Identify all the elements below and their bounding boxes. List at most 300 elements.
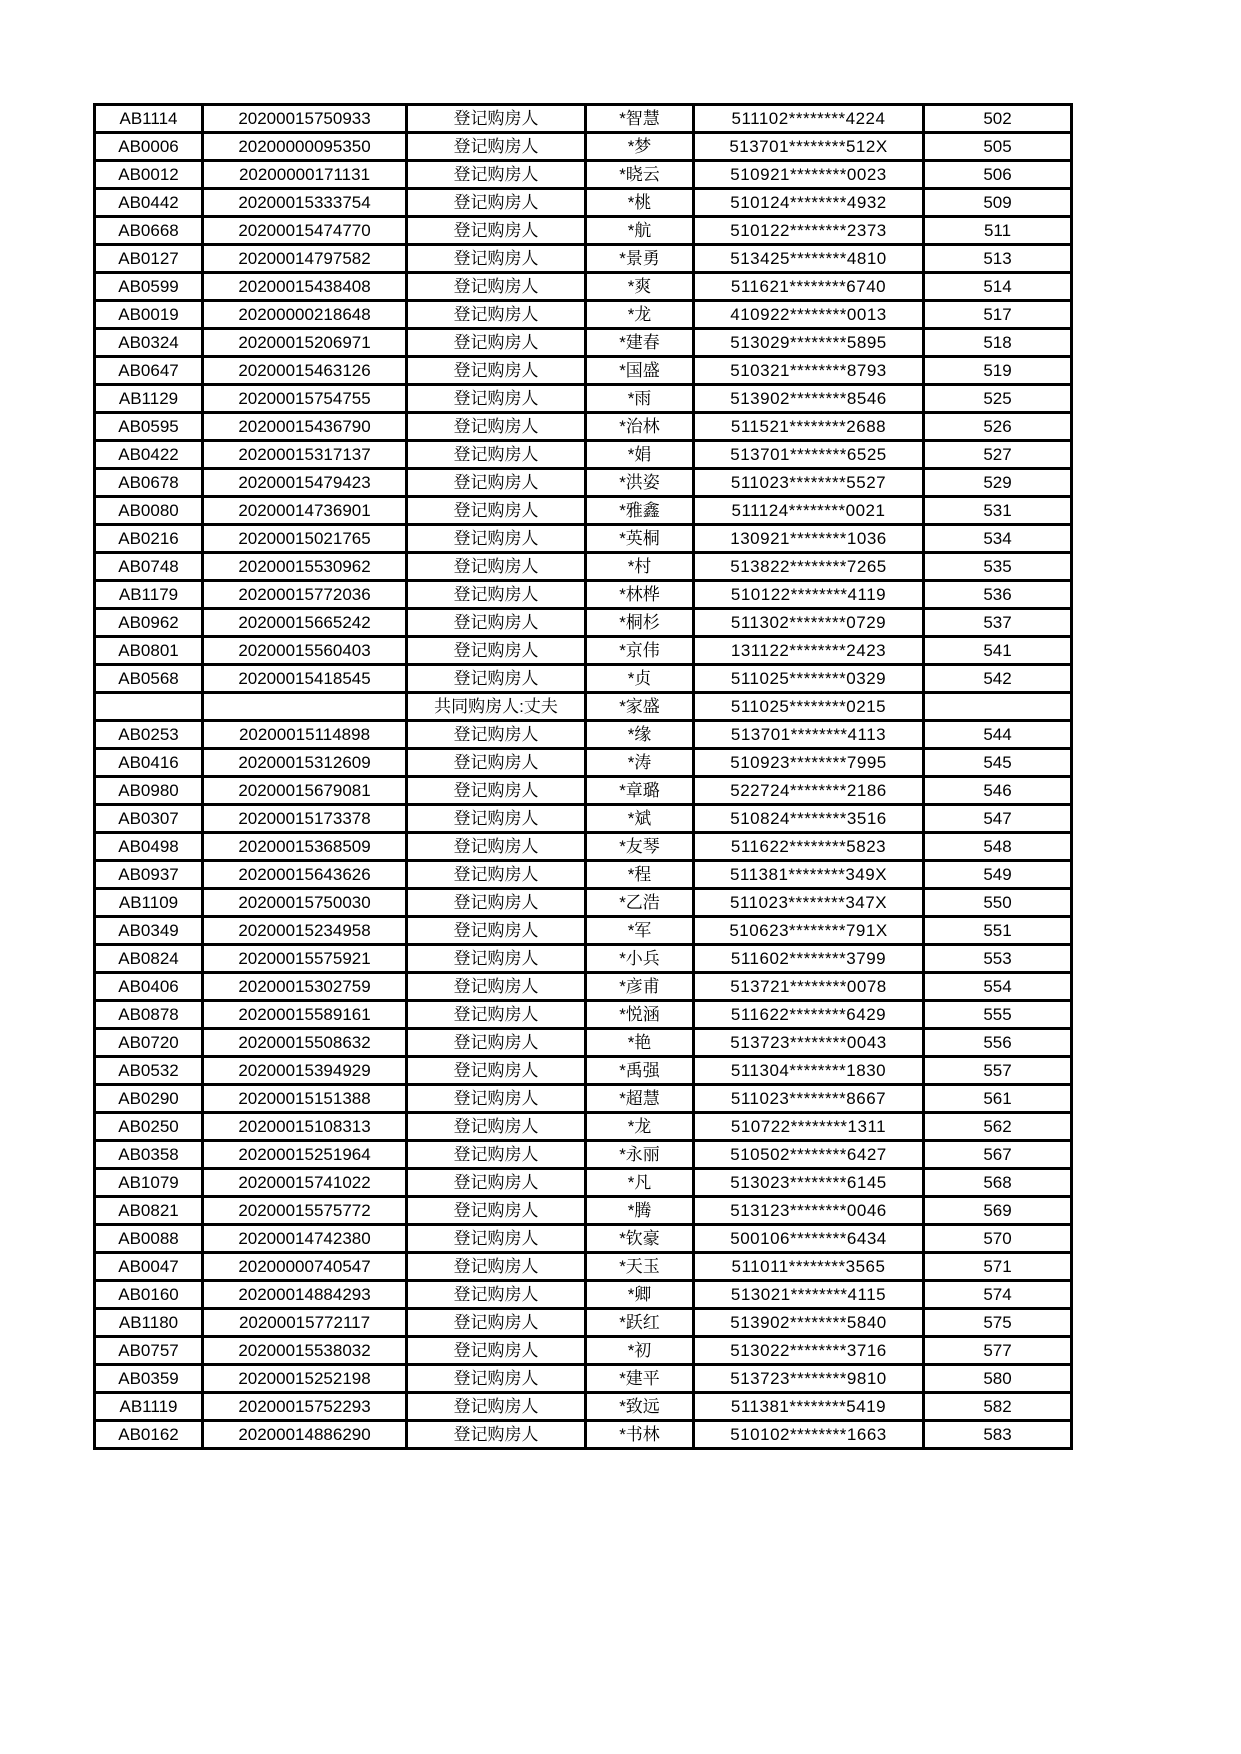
id-number-cell: 513723********9810: [694, 1365, 924, 1393]
code-cell: AB0250: [95, 1113, 203, 1141]
application-number-cell: 20200015752293: [203, 1393, 407, 1421]
buyer-type-cell: 登记购房人: [407, 329, 586, 357]
id-number-cell: 513029********5895: [694, 329, 924, 357]
code-cell: AB0678: [95, 469, 203, 497]
name-cell: *缘: [586, 721, 694, 749]
sequence-number-cell: 542: [924, 665, 1072, 693]
application-number-cell: 20200015463126: [203, 357, 407, 385]
code-cell: AB0532: [95, 1057, 203, 1085]
table-row: [95, 1421, 1072, 1449]
table-row: [95, 749, 1072, 777]
buyer-type-cell: 登记购房人: [407, 833, 586, 861]
table-row: [95, 357, 1072, 385]
sequence-number-cell: 556: [924, 1029, 1072, 1057]
id-number-cell: 511023********8667: [694, 1085, 924, 1113]
table-row: [95, 245, 1072, 273]
id-number-cell: 513902********5840: [694, 1309, 924, 1337]
application-number-cell: 20200000171131: [203, 161, 407, 189]
buyer-type-cell: 登记购房人: [407, 1253, 586, 1281]
name-cell: *艳: [586, 1029, 694, 1057]
id-number-cell: 513425********4810: [694, 245, 924, 273]
table-row: [95, 1169, 1072, 1197]
name-cell: *治林: [586, 413, 694, 441]
name-cell: *家盛: [586, 693, 694, 721]
buyer-type-cell: 登记购房人: [407, 973, 586, 1001]
id-number-cell: 511023********5527: [694, 469, 924, 497]
code-cell: AB0253: [95, 721, 203, 749]
code-cell: AB1180: [95, 1309, 203, 1337]
table-row: [95, 1001, 1072, 1029]
table-row: [95, 217, 1072, 245]
id-number-cell: 510502********6427: [694, 1141, 924, 1169]
code-cell: AB1079: [95, 1169, 203, 1197]
application-number-cell: 20200015479423: [203, 469, 407, 497]
table-row: [95, 133, 1072, 161]
code-cell: AB0416: [95, 749, 203, 777]
code-cell: AB0006: [95, 133, 203, 161]
buyer-type-cell: 登记购房人: [407, 945, 586, 973]
application-number-cell: 20200015394929: [203, 1057, 407, 1085]
name-cell: *晓云: [586, 161, 694, 189]
table-row: [95, 917, 1072, 945]
sequence-number-cell: 511: [924, 217, 1072, 245]
name-cell: *京伟: [586, 637, 694, 665]
name-cell: *英桐: [586, 525, 694, 553]
sequence-number-cell: 550: [924, 889, 1072, 917]
sequence-number-cell: 535: [924, 553, 1072, 581]
name-cell: *钦豪: [586, 1225, 694, 1253]
code-cell: [95, 693, 203, 721]
id-number-cell: 511381********349X: [694, 861, 924, 889]
application-number-cell: 20200015302759: [203, 973, 407, 1001]
buyer-type-cell: 登记购房人: [407, 777, 586, 805]
buyer-type-cell: 登记购房人: [407, 805, 586, 833]
buyer-type-cell: 登记购房人: [407, 1197, 586, 1225]
application-number-cell: 20200015418545: [203, 665, 407, 693]
buyer-type-cell: 登记购房人: [407, 497, 586, 525]
sequence-number-cell: 583: [924, 1421, 1072, 1449]
id-number-cell: 513723********0043: [694, 1029, 924, 1057]
table-row: [95, 1225, 1072, 1253]
buyer-type-cell: 登记购房人: [407, 385, 586, 413]
name-cell: *天玉: [586, 1253, 694, 1281]
buyer-type-cell: 登记购房人: [407, 553, 586, 581]
application-number-cell: 20200000218648: [203, 301, 407, 329]
application-number-cell: 20200015436790: [203, 413, 407, 441]
buyer-type-cell: 登记购房人: [407, 1421, 586, 1449]
table-row: [95, 1337, 1072, 1365]
name-cell: *凡: [586, 1169, 694, 1197]
buyer-type-cell: 登记购房人: [407, 273, 586, 301]
application-number-cell: 20200015575921: [203, 945, 407, 973]
sequence-number-cell: 548: [924, 833, 1072, 861]
name-cell: *初: [586, 1337, 694, 1365]
table-row: [95, 329, 1072, 357]
code-cell: AB1179: [95, 581, 203, 609]
sequence-number-cell: 582: [924, 1393, 1072, 1421]
code-cell: AB0359: [95, 1365, 203, 1393]
table-row: [95, 497, 1072, 525]
application-number-cell: 20200014736901: [203, 497, 407, 525]
code-cell: AB0216: [95, 525, 203, 553]
name-cell: *斌: [586, 805, 694, 833]
id-number-cell: 511102********4224: [694, 105, 924, 133]
application-number-cell: 20200015474770: [203, 217, 407, 245]
buyer-type-cell: 登记购房人: [407, 1225, 586, 1253]
sequence-number-cell: 568: [924, 1169, 1072, 1197]
table-row: [95, 973, 1072, 1001]
buyer-type-cell: 登记购房人: [407, 301, 586, 329]
code-cell: AB0160: [95, 1281, 203, 1309]
code-cell: AB0937: [95, 861, 203, 889]
buyer-type-cell: 登记购房人: [407, 581, 586, 609]
name-cell: *禹强: [586, 1057, 694, 1085]
sequence-number-cell: 519: [924, 357, 1072, 385]
code-cell: AB0647: [95, 357, 203, 385]
id-number-cell: 510122********4119: [694, 581, 924, 609]
buyer-type-cell: 登记购房人: [407, 1085, 586, 1113]
name-cell: *龙: [586, 301, 694, 329]
application-number-cell: 20200015251964: [203, 1141, 407, 1169]
buyer-type-cell: 登记购房人: [407, 357, 586, 385]
name-cell: *程: [586, 861, 694, 889]
sequence-number-cell: 571: [924, 1253, 1072, 1281]
name-cell: *涛: [586, 749, 694, 777]
application-number-cell: 20200015438408: [203, 273, 407, 301]
application-number-cell: 20200015508632: [203, 1029, 407, 1057]
name-cell: *桃: [586, 189, 694, 217]
id-number-cell: 500106********6434: [694, 1225, 924, 1253]
id-number-cell: 513701********6525: [694, 441, 924, 469]
id-number-cell: 511521********2688: [694, 413, 924, 441]
table-row: [95, 1253, 1072, 1281]
name-cell: *建平: [586, 1365, 694, 1393]
table-row: [95, 189, 1072, 217]
id-number-cell: 511381********5419: [694, 1393, 924, 1421]
sequence-number-cell: 506: [924, 161, 1072, 189]
buyer-type-cell: 登记购房人: [407, 1057, 586, 1085]
table-row: [95, 161, 1072, 189]
sequence-number-cell: 575: [924, 1309, 1072, 1337]
sequence-number-cell: 551: [924, 917, 1072, 945]
application-number-cell: 20200015108313: [203, 1113, 407, 1141]
name-cell: *卿: [586, 1281, 694, 1309]
table-row: [95, 1057, 1072, 1085]
id-number-cell: 510623********791X: [694, 917, 924, 945]
sequence-number-cell: 526: [924, 413, 1072, 441]
id-number-cell: 511011********3565: [694, 1253, 924, 1281]
sequence-number-cell: 541: [924, 637, 1072, 665]
id-number-cell: 511124********0021: [694, 497, 924, 525]
code-cell: AB0498: [95, 833, 203, 861]
application-number-cell: 20200015234958: [203, 917, 407, 945]
code-cell: AB1114: [95, 105, 203, 133]
id-number-cell: 510321********8793: [694, 357, 924, 385]
id-number-cell: 513701********512X: [694, 133, 924, 161]
buyer-type-cell: 登记购房人: [407, 1169, 586, 1197]
application-number-cell: 20200015530962: [203, 553, 407, 581]
buyer-type-cell: 共同购房人:丈夫: [407, 693, 586, 721]
buyer-type-cell: 登记购房人: [407, 413, 586, 441]
id-number-cell: 513701********4113: [694, 721, 924, 749]
buyer-type-cell: 登记购房人: [407, 161, 586, 189]
name-cell: *致远: [586, 1393, 694, 1421]
id-number-cell: 513902********8546: [694, 385, 924, 413]
table-row: [95, 1365, 1072, 1393]
sequence-number-cell: 517: [924, 301, 1072, 329]
sequence-number-cell: 549: [924, 861, 1072, 889]
name-cell: *智慧: [586, 105, 694, 133]
name-cell: *村: [586, 553, 694, 581]
sequence-number-cell: 502: [924, 105, 1072, 133]
name-cell: *景勇: [586, 245, 694, 273]
name-cell: *书林: [586, 1421, 694, 1449]
id-number-cell: 513023********6145: [694, 1169, 924, 1197]
buyer-type-cell: 登记购房人: [407, 665, 586, 693]
sequence-number-cell: 547: [924, 805, 1072, 833]
buyer-type-cell: 登记购房人: [407, 861, 586, 889]
table-row: [95, 945, 1072, 973]
name-cell: *腾: [586, 1197, 694, 1225]
id-number-cell: 130921********1036: [694, 525, 924, 553]
sequence-number-cell: 574: [924, 1281, 1072, 1309]
code-cell: AB0878: [95, 1001, 203, 1029]
id-number-cell: 513022********3716: [694, 1337, 924, 1365]
id-number-cell: 511023********347X: [694, 889, 924, 917]
sequence-number-cell: [924, 693, 1072, 721]
sequence-number-cell: 544: [924, 721, 1072, 749]
table-row: [95, 693, 1072, 721]
table-row: [95, 273, 1072, 301]
id-number-cell: 510923********7995: [694, 749, 924, 777]
id-number-cell: 510921********0023: [694, 161, 924, 189]
sequence-number-cell: 534: [924, 525, 1072, 553]
buyer-type-cell: 登记购房人: [407, 1393, 586, 1421]
code-cell: AB0307: [95, 805, 203, 833]
sequence-number-cell: 554: [924, 973, 1072, 1001]
code-cell: AB0349: [95, 917, 203, 945]
name-cell: *雨: [586, 385, 694, 413]
table-row: [95, 1281, 1072, 1309]
buyer-type-cell: 登记购房人: [407, 525, 586, 553]
buyer-type-cell: 登记购房人: [407, 1337, 586, 1365]
table-row: [95, 441, 1072, 469]
id-number-cell: 522724********2186: [694, 777, 924, 805]
name-cell: *桐杉: [586, 609, 694, 637]
code-cell: AB0127: [95, 245, 203, 273]
name-cell: *洪姿: [586, 469, 694, 497]
buyer-type-cell: 登记购房人: [407, 217, 586, 245]
code-cell: AB0668: [95, 217, 203, 245]
application-number-cell: 20200015560403: [203, 637, 407, 665]
code-cell: AB0801: [95, 637, 203, 665]
code-cell: AB0324: [95, 329, 203, 357]
sequence-number-cell: 570: [924, 1225, 1072, 1253]
application-number-cell: [203, 693, 407, 721]
code-cell: AB0012: [95, 161, 203, 189]
code-cell: AB0595: [95, 413, 203, 441]
id-number-cell: 510824********3516: [694, 805, 924, 833]
name-cell: *龙: [586, 1113, 694, 1141]
buyer-type-cell: 登记购房人: [407, 1281, 586, 1309]
buyer-type-cell: 登记购房人: [407, 609, 586, 637]
code-cell: AB0442: [95, 189, 203, 217]
application-number-cell: 20200015114898: [203, 721, 407, 749]
application-number-cell: 20200015772117: [203, 1309, 407, 1337]
code-cell: AB0088: [95, 1225, 203, 1253]
sequence-number-cell: 518: [924, 329, 1072, 357]
table-row: [95, 889, 1072, 917]
buyer-type-cell: 登记购房人: [407, 469, 586, 497]
application-number-cell: 20200015206971: [203, 329, 407, 357]
table-row: [95, 1141, 1072, 1169]
code-cell: AB0757: [95, 1337, 203, 1365]
name-cell: *雅鑫: [586, 497, 694, 525]
id-number-cell: 510722********1311: [694, 1113, 924, 1141]
sequence-number-cell: 536: [924, 581, 1072, 609]
buyer-type-cell: 登记购房人: [407, 245, 586, 273]
id-number-cell: 131122********2423: [694, 637, 924, 665]
code-cell: AB0019: [95, 301, 203, 329]
sequence-number-cell: 527: [924, 441, 1072, 469]
code-cell: AB0047: [95, 1253, 203, 1281]
application-number-cell: 20200015665242: [203, 609, 407, 637]
code-cell: AB0599: [95, 273, 203, 301]
application-number-cell: 20200015589161: [203, 1001, 407, 1029]
code-cell: AB0748: [95, 553, 203, 581]
application-number-cell: 20200015643626: [203, 861, 407, 889]
name-cell: *超慧: [586, 1085, 694, 1113]
buyer-type-cell: 登记购房人: [407, 637, 586, 665]
application-number-cell: 20200015333754: [203, 189, 407, 217]
name-cell: *友琴: [586, 833, 694, 861]
table-row: [95, 1197, 1072, 1225]
sequence-number-cell: 514: [924, 273, 1072, 301]
name-cell: *林桦: [586, 581, 694, 609]
table-row: [95, 301, 1072, 329]
application-number-cell: 20200014742380: [203, 1225, 407, 1253]
table-row: [95, 469, 1072, 497]
table-row: [95, 805, 1072, 833]
id-number-cell: 511025********0215: [694, 693, 924, 721]
buyer-type-cell: 登记购房人: [407, 721, 586, 749]
buyer-type-cell: 登记购房人: [407, 189, 586, 217]
sequence-number-cell: 545: [924, 749, 1072, 777]
name-cell: *建春: [586, 329, 694, 357]
code-cell: AB0422: [95, 441, 203, 469]
code-cell: AB0358: [95, 1141, 203, 1169]
id-number-cell: 513822********7265: [694, 553, 924, 581]
id-number-cell: 511621********6740: [694, 273, 924, 301]
table-row: [95, 525, 1072, 553]
buyer-type-cell: 登记购房人: [407, 1001, 586, 1029]
application-number-cell: 20200015317137: [203, 441, 407, 469]
table-row: [95, 105, 1072, 133]
sequence-number-cell: 561: [924, 1085, 1072, 1113]
sequence-number-cell: 525: [924, 385, 1072, 413]
name-cell: *国盛: [586, 357, 694, 385]
sequence-number-cell: 567: [924, 1141, 1072, 1169]
name-cell: *梦: [586, 133, 694, 161]
name-cell: *跃红: [586, 1309, 694, 1337]
table-row: [95, 861, 1072, 889]
application-number-cell: 20200015173378: [203, 805, 407, 833]
application-number-cell: 20200015754755: [203, 385, 407, 413]
name-cell: *爽: [586, 273, 694, 301]
buyer-type-cell: 登记购房人: [407, 749, 586, 777]
table-row: [95, 721, 1072, 749]
table-row: [95, 833, 1072, 861]
buyer-type-cell: 登记购房人: [407, 133, 586, 161]
application-number-cell: 20200014884293: [203, 1281, 407, 1309]
id-number-cell: 511302********0729: [694, 609, 924, 637]
code-cell: AB1129: [95, 385, 203, 413]
application-number-cell: 20200015679081: [203, 777, 407, 805]
table-row: [95, 1085, 1072, 1113]
sequence-number-cell: 557: [924, 1057, 1072, 1085]
application-number-cell: 20200014797582: [203, 245, 407, 273]
sequence-number-cell: 577: [924, 1337, 1072, 1365]
table-row: [95, 1393, 1072, 1421]
buyer-type-cell: 登记购房人: [407, 441, 586, 469]
table-row: [95, 1113, 1072, 1141]
id-number-cell: 510102********1663: [694, 1421, 924, 1449]
code-cell: AB0720: [95, 1029, 203, 1057]
name-cell: *彦甫: [586, 973, 694, 1001]
application-number-cell: 20200015750030: [203, 889, 407, 917]
buyer-type-cell: 登记购房人: [407, 1029, 586, 1057]
buyer-type-cell: 登记购房人: [407, 889, 586, 917]
table-row: [95, 553, 1072, 581]
name-cell: *悦涵: [586, 1001, 694, 1029]
name-cell: *永丽: [586, 1141, 694, 1169]
application-number-cell: 20200014886290: [203, 1421, 407, 1449]
sequence-number-cell: 569: [924, 1197, 1072, 1225]
code-cell: AB0162: [95, 1421, 203, 1449]
sequence-number-cell: 509: [924, 189, 1072, 217]
code-cell: AB0568: [95, 665, 203, 693]
application-number-cell: 20200015575772: [203, 1197, 407, 1225]
sequence-number-cell: 580: [924, 1365, 1072, 1393]
code-cell: AB0980: [95, 777, 203, 805]
code-cell: AB0824: [95, 945, 203, 973]
code-cell: AB0290: [95, 1085, 203, 1113]
id-number-cell: 511602********3799: [694, 945, 924, 973]
application-number-cell: 20200015772036: [203, 581, 407, 609]
buyer-type-cell: 登记购房人: [407, 1141, 586, 1169]
table-row: [95, 609, 1072, 637]
sequence-number-cell: 555: [924, 1001, 1072, 1029]
buyer-type-cell: 登记购房人: [407, 1113, 586, 1141]
buyer-type-cell: 登记购房人: [407, 917, 586, 945]
table-body: [95, 105, 1072, 1449]
id-number-cell: 513021********4115: [694, 1281, 924, 1309]
code-cell: AB0080: [95, 497, 203, 525]
id-number-cell: 513123********0046: [694, 1197, 924, 1225]
application-number-cell: 20200015252198: [203, 1365, 407, 1393]
code-cell: AB0962: [95, 609, 203, 637]
application-number-cell: 20200015538032: [203, 1337, 407, 1365]
name-cell: *航: [586, 217, 694, 245]
table-row: [95, 777, 1072, 805]
name-cell: *娟: [586, 441, 694, 469]
buyer-type-cell: 登记购房人: [407, 1309, 586, 1337]
table-row: [95, 413, 1072, 441]
name-cell: *章璐: [586, 777, 694, 805]
id-number-cell: 511622********6429: [694, 1001, 924, 1029]
name-cell: *小兵: [586, 945, 694, 973]
buyer-type-cell: 登记购房人: [407, 105, 586, 133]
